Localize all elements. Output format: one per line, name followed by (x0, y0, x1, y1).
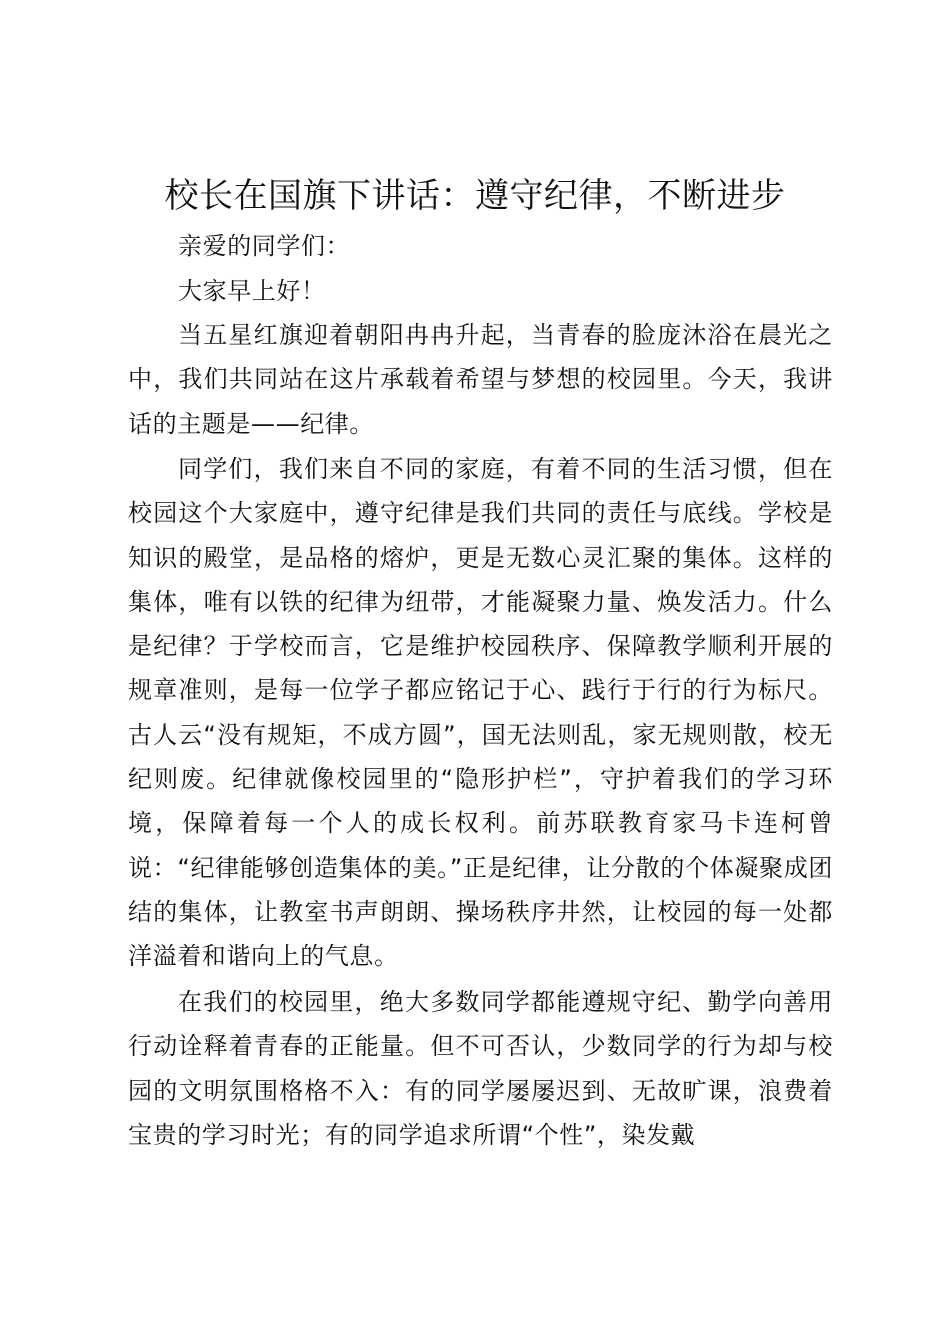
paragraph-intro: 当五星红旗迎着朝阳冉冉升起，当青春的脸庞沐浴在晨光之中，我们共同站在这片承载着希望与梦想的校园里。今天，我讲话的主题是——纪律。 (128, 321, 833, 438)
greeting: 大家早上好！ (178, 277, 326, 305)
paragraph-campus-behavior: 在我们的校园里，绝大多数同学都能遵规守纪、勤学向善用行动诠释着青春的正能量。但不可否认，少数同学的行为却与校园的文明氛围格格不入：有的同学屡屡迟到、无故旷课，浪费着宝贵的学习时光；有的同学追求所谓“个性”，染发戴 (128, 988, 833, 1149)
document-title: 校长在国旗下讲话：遵守纪律，不断进步 (164, 176, 786, 216)
salutation: 亲爱的同学们： (178, 232, 351, 260)
paragraph-discipline-meaning: 同学们，我们来自不同的家庭，有着不同的生活习惯，但在校园这个大家庭中，遵守纪律是我们共同的责任与底线。学校是知识的殿堂，是品格的熔炉，更是无数心灵汇聚的集体。这样的集体，唯有以铁的纪律为纽带，才能凝聚力量、焕发活力。什么是纪律？于学校而言，它是维护校园秩序、保障教学顺利开展的规章准则，是每一位学子都应铭记于心、践行于行的行为标尺。古人云“没有规矩，不成方圆”，国无法则乱，家无规则散，校无纪则废。纪律就像校园里的“隐形护栏”，守护着我们的学习环境，保障着每一个人的成长权利。前苏联教育家马卡连柯曾说：“纪律能够创造集体的美。”正是纪律，让分散的个体凝聚成团结的集体，让教室书声朗朗、操场秩序井然，让校园的每一处都洋溢着和谐向上的气息。 (128, 455, 833, 971)
